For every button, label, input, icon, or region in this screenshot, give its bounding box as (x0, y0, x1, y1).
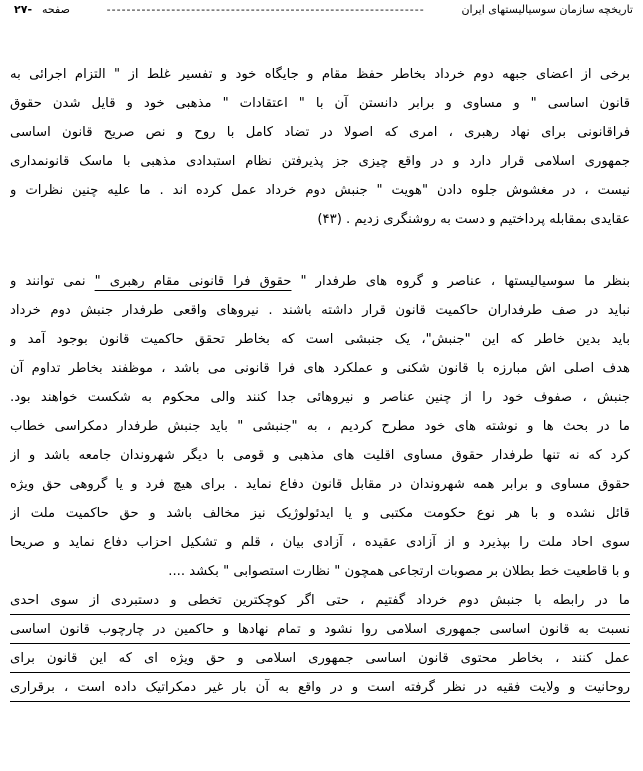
text-line: حقوق مساوی و برابر همه شهروندان در مقابل قانون دفاع نماید . برای هیچ فرد و یا گروهی حق ویژه (10, 477, 630, 492)
text-line: جنبش ، صفوف خود را از چنین عناصر و نیروهائی جدا کنند والی محکوم به شکست خواهند بود. (10, 390, 630, 405)
document-body (10, 60, 630, 702)
text-line: سوی احاد ملت را بپذیرد و از آزادی عقیده ، آزادی بیان ، قلم و تشکیل احزاب دفاع نماید و صریحا (10, 535, 630, 550)
text-line: و با قاطعیت خط بطلان بر مصوبات ارتجاعی همچون " نظارت استصوابی " بکشد .... (168, 564, 630, 579)
text-line (10, 267, 630, 296)
underlined-text-line: عمل کنند ، بخاطر محتوی قانون اساسی جمهوری اسلامی و حق ویژه ای که این قانون برای (10, 644, 630, 673)
text-line: جمهوری اسلامی قرار دارد و در واقع چیزی جز پذیرفتن نظام استبدادی مذهبی با ماسک قانونمداری (10, 154, 630, 169)
underlined-phrase: حقوق فرا قانونی مقام رهبری " (94, 274, 292, 289)
underlined-text-line: ما در رابطه با جنبش دوم خرداد گفتیم ، حتی اگر کوچکترین تخطی و دستبردی از سوی احدی (10, 586, 630, 615)
text-line: برخی از اعضای جبهه دوم خرداد بخاطر حفظ مقام و جایگاه خود و تفسیر غلط از " التزام اجرائی به (10, 67, 630, 82)
underlined-text-line: روحانیت و ولایت فقیه در نظر گرفته است و در واقع به آن بار غیر دمکراتیک داده است ، برقراری (10, 673, 630, 702)
text-line: ما در بحث ها و نوشته های خود مطرح کردیم ، به "جنبشی " باید جنبش طرفدار دمکراسی خطاب (10, 419, 630, 434)
text-line: نباید در صف طرفداران حاکمیت قانون قرار داشته باشند . نیروهای واقعی طرفدار جنبش دوم خرداد (10, 303, 630, 318)
running-title: تاریخچه سازمان سوسیالیستهای ایران (461, 2, 633, 16)
text-line: فراقانونی برای نهاد رهبری ، امری که اصولا در تضاد کامل با روح و نص صریح قانون اساسی (10, 125, 630, 140)
paragraph-spacer (10, 234, 630, 267)
paragraph-1 (10, 60, 630, 234)
text-line: نیست ، در مغشوش جلوه دادن "هویت " جنبش دوم خرداد عمل کرده اند . ما علیه چنین نظرات و (10, 183, 630, 198)
text-segment: بنظر ما سوسیالیستها ، عناصر و گروه های طرفدار " (291, 274, 630, 289)
text-segment: نمی توانند و (10, 274, 95, 289)
text-line: قائل نشده و با هر نوع حکومت مکتبی و یا ایدئولوژیک نیز مخالف باشد و حق حاکمیت ملت از (10, 506, 630, 521)
text-line: هدف اصلی اش مبارزه با قانون شکنی و عملکرد های فرا قانونی می باشد ، موظفند بخاطر تداوم آن (10, 361, 630, 376)
paragraph-2 (10, 267, 630, 586)
page-header (14, 2, 633, 16)
page-label: صفحه (42, 2, 70, 16)
text-line: کرد که نه تنها طرفدار حقوق مساوی اقلیت های مذهبی و قومی با دیگر شهروندان جامعه باشد و از (10, 448, 630, 463)
underlined-text-line: نسبت به قانون اساسی جمهوری اسلامی روا نشود و تمام نهادها و حاکمین در چارچوب قانون اساسی (10, 615, 630, 644)
header-dash-rule: ---------------------------------------------------------------- (106, 2, 425, 16)
text-line: قانون اساسی " و مساوی و برابر دانستن آن با " اعتقادات " مذهبی خود و قایل شدن حقوق (10, 96, 630, 111)
text-line: باید بدین خاطر که این "جنبش"، یک جنبشی است که بخاطر تحقق حاکمیت قانون بوجود آمد و (10, 332, 630, 347)
paragraph-3-underlined (10, 586, 630, 702)
page-number: -۲۷ (14, 2, 33, 16)
text-line: عقایدی بمقابله پرداختیم و دست به روشنگری زدیم . (۴۳) (317, 212, 630, 227)
